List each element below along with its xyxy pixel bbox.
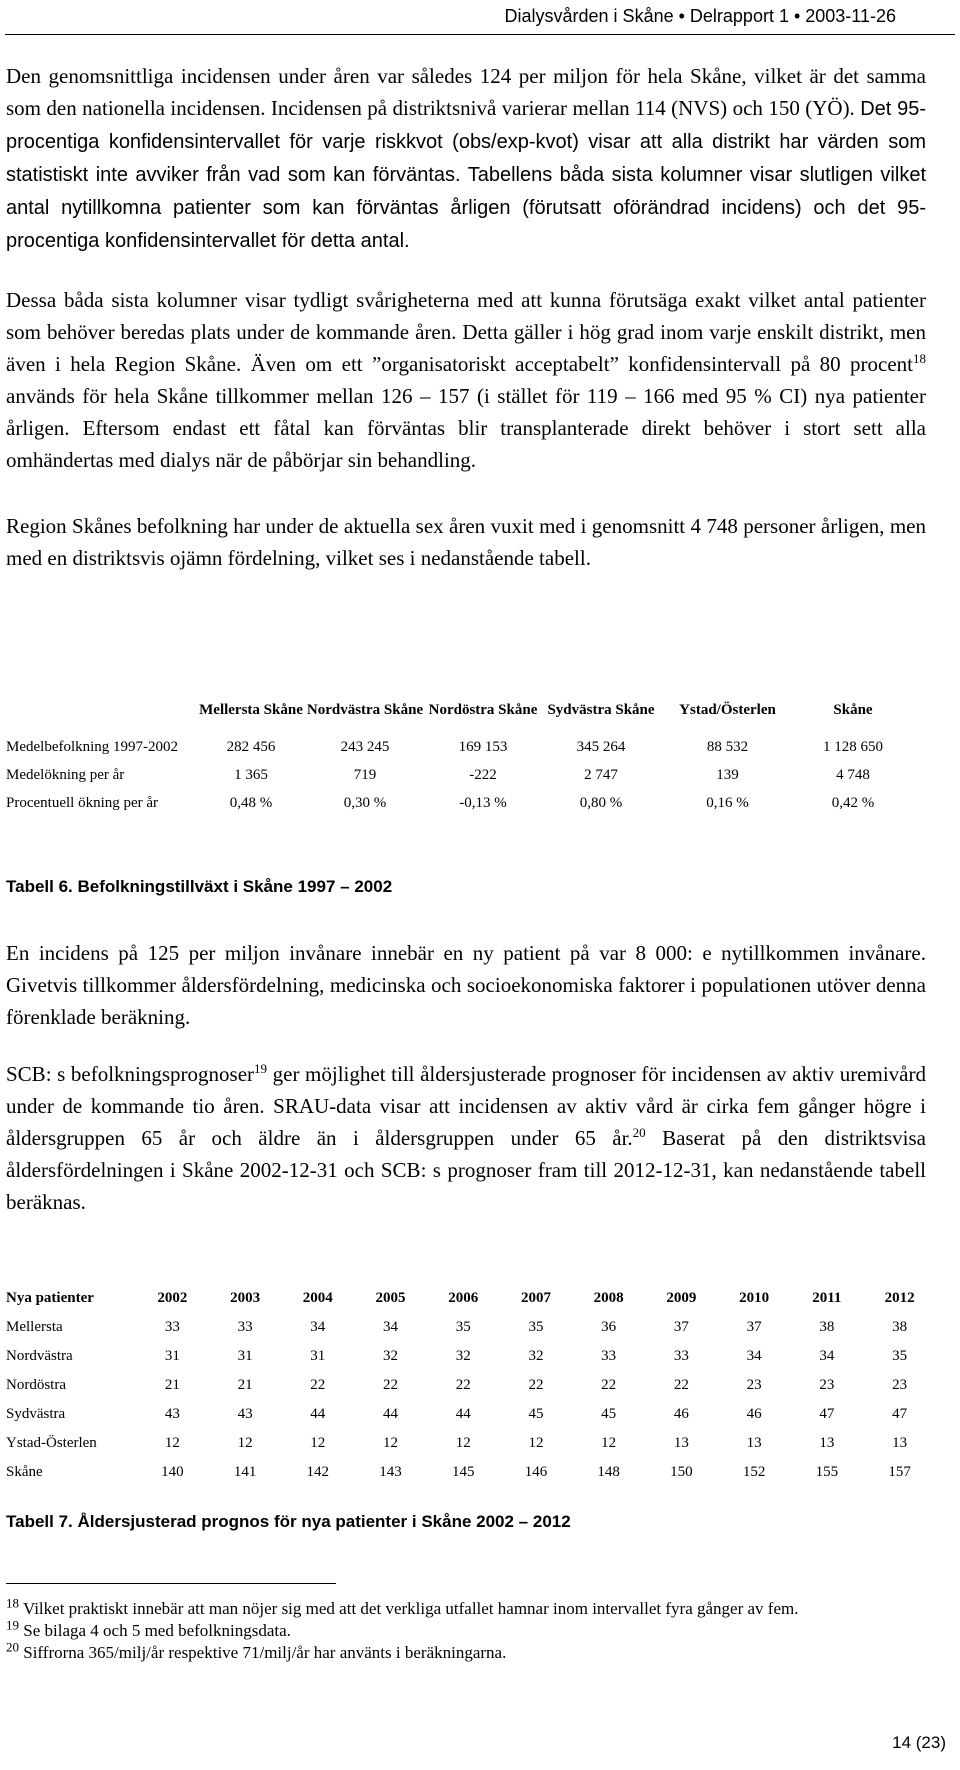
- paragraph-incidence-sans: Det 95-procentiga konfidensintervallet för varje riskkvot (obs/exp-kvot) visar att alla distrikt har värden som statistiskt inte avviker från vad som kan förväntas. Tabellens båda sista kolumner visar slutligen vilket antal nytillkomna patienter som kan förväntas årligen (förutsatt oförändrad incidens) och det 95-procentiga konfidensintervallet för detta antal.: [6, 98, 926, 252]
- table-cell: Ystad-Österlen: [6, 1435, 97, 1451]
- table-cell: 46: [746, 1406, 762, 1422]
- table-cell: 34: [746, 1348, 762, 1364]
- running-header: Dialysvården i Skåne • Delrapport 1 • 2003-11-26: [504, 6, 896, 26]
- table-cell: Procentuell ökning per år: [6, 794, 159, 811]
- table-header-cell: Nordvästra Skåne: [306, 702, 424, 718]
- table-header-cell: 2003: [230, 1289, 261, 1306]
- table-cell: 0,80 %: [579, 794, 623, 811]
- paragraph-incidence: [6, 60, 926, 257]
- table-cell: 43: [237, 1406, 253, 1422]
- table-row: [6, 1400, 936, 1429]
- table-cell: 719: [353, 766, 377, 783]
- table-cell: 31: [237, 1348, 253, 1364]
- table-cell: 145: [451, 1464, 475, 1480]
- table-cell: -222: [469, 766, 497, 783]
- table-cell: Nordvästra: [6, 1348, 73, 1364]
- page-number: 14 (23): [892, 1733, 946, 1752]
- paragraph-columns-text2: används för hela Skåne tillkommer mellan 126 – 157 (i stället för 119 – 166 med 95 % CI) nya patienter årligen. Eftersom endast ett fåtal kan förväntas blir transplanterade direkt behöver i stort sett alla omhändertas med dialys när de påbörjar sin behandling.: [6, 384, 926, 472]
- footnote-text: Vilket praktiskt innebär att man nöjer sig med att det verkliga utfallet hamnar inom intervallet fyra gånger av fem.: [19, 1599, 799, 1618]
- table-header-cell: 2007: [520, 1289, 551, 1306]
- footnote-18: [6, 1595, 926, 1619]
- new-patients-table-body: [6, 1313, 936, 1487]
- paragraph-incidence-calc: En incidens på 125 per miljon invånare innebär en ny patient på var 8 000: e nytillkommen invånare. Givetvis tillkommer åldersfördelning, medicinska och socioekonomiska faktorer i populationen utöver denna förenklade beräkning.: [6, 941, 926, 1029]
- table-cell: 32: [383, 1348, 399, 1364]
- table-cell: 38: [892, 1319, 908, 1335]
- paragraph-scb-text3: Baserat på den distriktsvisa åldersfördelningen i Skåne 2002-12-31 och SCB: s prognoser fram till 2012-12-31, kan nedanstående tabell beräknas.: [6, 1126, 926, 1214]
- table-cell: Nordöstra: [6, 1377, 66, 1393]
- table-cell: 1 365: [234, 766, 268, 783]
- table-cell: 142: [306, 1464, 330, 1480]
- table-cell: 21: [237, 1377, 253, 1393]
- table-cell: 13: [819, 1435, 835, 1451]
- table-cell: 0,16 %: [706, 794, 749, 811]
- table-cell: 23: [746, 1377, 762, 1393]
- table-cell: 141: [233, 1464, 257, 1480]
- table-cell: 23: [819, 1377, 835, 1393]
- table-cell: 35: [455, 1319, 471, 1335]
- table-cell: 148: [597, 1464, 620, 1480]
- table-cell: 22: [383, 1377, 399, 1393]
- table-cell: 23: [892, 1377, 908, 1393]
- table-cell: 33: [164, 1319, 180, 1335]
- table-cell: 45: [528, 1406, 544, 1422]
- table-cell: 1 128 650: [823, 738, 883, 755]
- table-cell: Medelbefolkning 1997-2002: [6, 738, 179, 755]
- table-header-cell: Mellersta Skåne: [199, 702, 303, 718]
- table-header-cell: Skåne: [833, 702, 873, 718]
- footnotes: [6, 1595, 926, 1664]
- table-cell: 33: [237, 1319, 253, 1335]
- table-cell: 88 532: [706, 738, 749, 755]
- table-header-cell: 2008: [593, 1289, 624, 1306]
- table-cell: 37: [673, 1319, 689, 1335]
- table-cell: 33: [601, 1348, 617, 1364]
- table-cell: 31: [164, 1348, 180, 1364]
- table-cell: -0,13 %: [459, 794, 507, 811]
- footnote-ref-19: 19: [254, 1061, 268, 1076]
- table-cell: 243 245: [340, 738, 390, 755]
- table-header-cell: Sydvästra Skåne: [547, 702, 655, 718]
- footnote-ref-18: 18: [913, 351, 926, 366]
- table-cell: Mellersta: [6, 1319, 63, 1335]
- paragraph-scb-text1: SCB: s befolkningsprognoser: [6, 1062, 255, 1086]
- paragraph-incidence-serif: Den genomsnittliga incidensen under åren var således 124 per miljon för hela Skåne, vilket är det samma som den nationella incidensen. Incidensen på distriktsnivå varierar mellan 114 (NVS) och 150 (YÖ).: [6, 64, 926, 120]
- table-cell: 33: [673, 1348, 689, 1364]
- table-cell: 2 747: [584, 766, 618, 783]
- table-cell: 32: [455, 1348, 471, 1364]
- table-cell: 12: [601, 1435, 617, 1451]
- table-cell: 37: [746, 1319, 762, 1335]
- table-cell: 12: [237, 1435, 253, 1451]
- footnote-20: [6, 1639, 926, 1663]
- table-cell: 152: [742, 1464, 766, 1480]
- table-cell: 150: [670, 1464, 693, 1480]
- footnote-rule: [6, 1583, 336, 1584]
- table-cell: 0,30 %: [343, 794, 387, 811]
- table-header-cell: Nordöstra Skåne: [428, 702, 538, 718]
- table-cell: 282 456: [226, 738, 276, 755]
- paragraph-columns-text1: Dessa båda sista kolumner visar tydligt svårigheterna med att kunna förutsäga exakt vilket antal patienter som behöver beredas plats under de kommande åren. Detta gäller i hög grad inom varje enskilt distrikt, men även i hela Region Skåne. Även om ett ”organisatoriskt acceptabelt” konfidensintervall på 80 procent: [6, 288, 926, 376]
- footnote-number: 20: [6, 1639, 19, 1655]
- table-cell: 32: [528, 1348, 544, 1364]
- table-header-cell: 2012: [884, 1289, 915, 1306]
- table-cell: 38: [819, 1319, 835, 1335]
- table-cell: 12: [528, 1435, 544, 1451]
- table-cell: 146: [524, 1464, 548, 1480]
- table-cell: 13: [746, 1435, 762, 1451]
- footnote-number: 19: [6, 1617, 19, 1633]
- table-header-row: [6, 700, 911, 733]
- table-cell: 143: [379, 1464, 402, 1480]
- table-cell: 46: [673, 1406, 689, 1422]
- table-cell: 34: [383, 1319, 399, 1335]
- table-header-cell: 2002: [157, 1289, 188, 1306]
- footnote-text: Se bilaga 4 och 5 med befolkningsdata.: [19, 1621, 291, 1640]
- table-cell: 22: [601, 1377, 617, 1393]
- table-cell: 13: [892, 1435, 908, 1451]
- table-cell: 47: [892, 1406, 908, 1422]
- table-cell: Skåne: [6, 1464, 43, 1480]
- table-cell: 34: [819, 1348, 835, 1364]
- table-cell: 44: [455, 1406, 471, 1422]
- table-header-cell: 2005: [375, 1289, 406, 1306]
- table-cell: 35: [892, 1348, 908, 1364]
- footnote-19: [6, 1617, 926, 1641]
- table-cell: 4 748: [836, 766, 870, 783]
- table-cell: 21: [164, 1377, 180, 1393]
- table-row: [6, 733, 911, 761]
- table-header-cell: 2009: [666, 1289, 697, 1306]
- paragraph-columns: [6, 284, 926, 476]
- table-header-cell: 2011: [812, 1289, 842, 1306]
- table-cell: 12: [455, 1435, 471, 1451]
- table-cell: 43: [164, 1406, 180, 1422]
- table-cell: 157: [888, 1464, 911, 1480]
- table-header-cell: 2004: [302, 1289, 333, 1306]
- table-row: [6, 1313, 936, 1342]
- table-header-row: [6, 1283, 936, 1313]
- footnote-number: 18: [6, 1595, 19, 1611]
- footnote-text: Siffrorna 365/milj/år respektive 71/milj/år har använts i beräkningarna.: [19, 1643, 507, 1662]
- table-header-cell: Nya patienter: [6, 1289, 94, 1306]
- table-cell: 31: [310, 1348, 326, 1364]
- table-cell: 12: [310, 1435, 326, 1451]
- table-cell: Sydvästra: [6, 1406, 66, 1422]
- table-cell: 139: [716, 766, 739, 783]
- table-cell: 22: [673, 1377, 689, 1393]
- table-header-cell: 2006: [448, 1289, 479, 1306]
- population-table: [6, 700, 911, 817]
- table-row: [6, 1458, 936, 1487]
- paragraph-scb: [6, 1058, 926, 1218]
- table-cell: 47: [819, 1406, 835, 1422]
- table-cell: 22: [455, 1377, 471, 1393]
- table-cell: 22: [528, 1377, 544, 1393]
- table-cell: Medelökning per år: [6, 766, 125, 783]
- table-cell: 169 153: [458, 738, 508, 755]
- table-cell: 36: [601, 1319, 617, 1335]
- table-cell: 155: [815, 1464, 839, 1480]
- table-cell: 0,48 %: [229, 794, 273, 811]
- table-header-cell: Ystad/Österlen: [679, 702, 776, 718]
- table-row: [6, 789, 911, 817]
- table-cell: 35: [528, 1319, 544, 1335]
- table-cell: 13: [673, 1435, 689, 1451]
- header-rule: [5, 34, 955, 35]
- table-cell: 44: [383, 1406, 399, 1422]
- table7-caption: Tabell 7. Åldersjusterad prognos för nya patienter i Skåne 2002 – 2012: [6, 1512, 571, 1531]
- table-cell: 0,42 %: [831, 794, 875, 811]
- table-cell: 12: [383, 1435, 399, 1451]
- table-row: [6, 761, 911, 789]
- table-cell: 140: [161, 1464, 184, 1480]
- table-row: [6, 1371, 936, 1400]
- table-row: [6, 1429, 936, 1458]
- footnote-ref-20: 20: [632, 1125, 646, 1140]
- paragraph-population: Region Skånes befolkning har under de aktuella sex åren vuxit med i genomsnitt 4 748 personer årligen, men med en distriktsvis ojämn fördelning, vilket ses i nedanstående tabell.: [6, 514, 926, 570]
- table-header-cell: 2010: [739, 1289, 770, 1306]
- table-cell: 12: [164, 1435, 180, 1451]
- table-header-cell: [6, 700, 196, 733]
- table-cell: 345 264: [576, 738, 626, 755]
- table-cell: 45: [601, 1406, 617, 1422]
- table-row: [6, 1342, 936, 1371]
- table6-caption: Tabell 6. Befolkningstillväxt i Skåne 1997 – 2002: [6, 877, 393, 896]
- table-cell: 34: [310, 1319, 326, 1335]
- paragraph-scb-text2: ger möjlighet till åldersjusterade prognoser för incidensen av aktiv uremivård under de kommande tio åren. SRAU-data visar att incidensen av aktiv vård är cirka fem gånger högre i åldersgruppen 65 år och äldre än i åldersgruppen under 65 år.: [6, 1062, 926, 1150]
- table-cell: 44: [310, 1406, 326, 1422]
- table-cell: 22: [310, 1377, 326, 1393]
- new-patients-table: [6, 1283, 936, 1487]
